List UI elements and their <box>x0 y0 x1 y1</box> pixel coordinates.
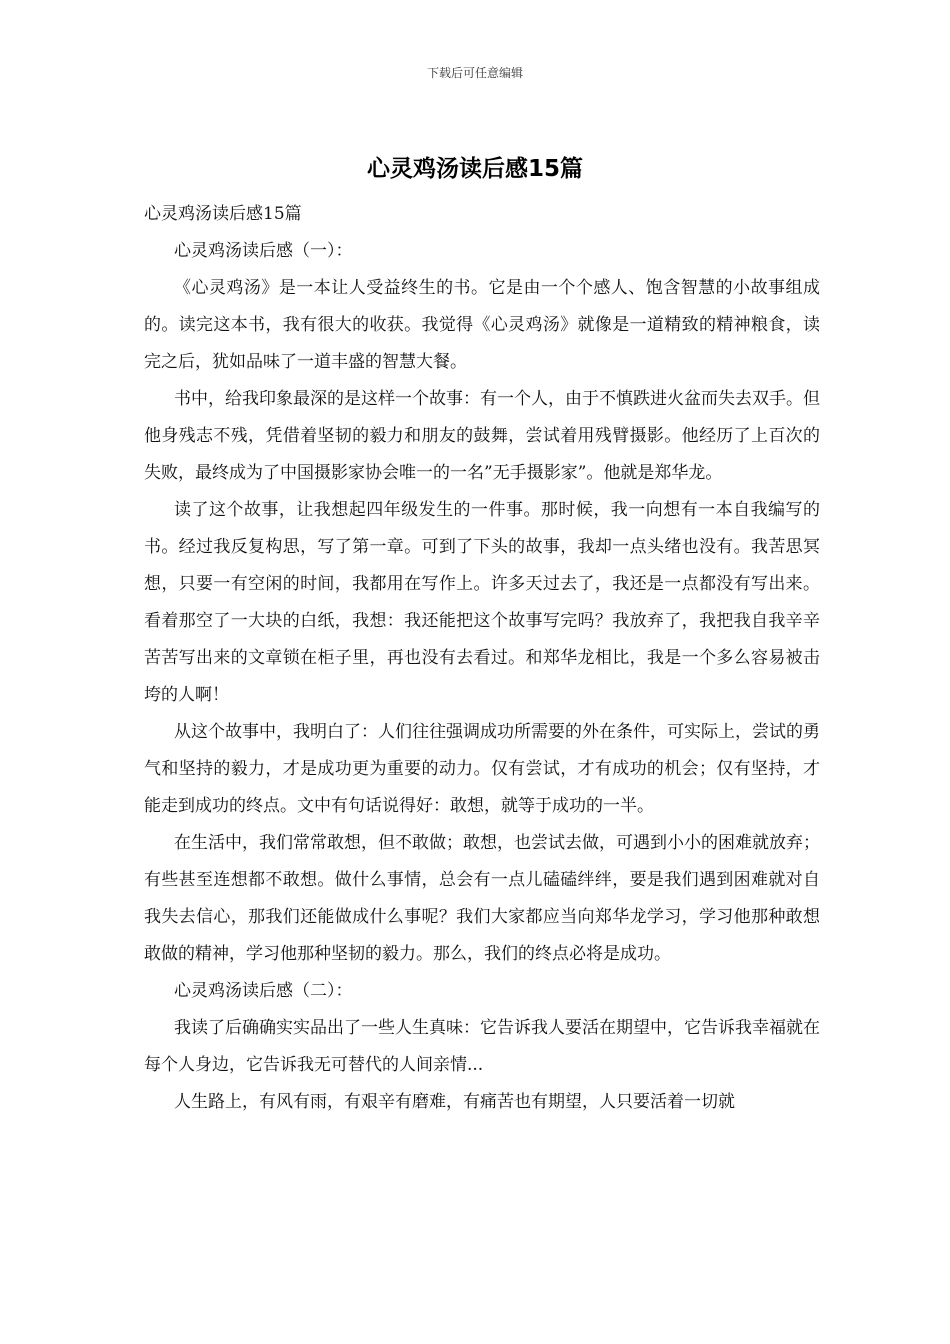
paragraph: 读了这个故事，让我想起四年级发生的一件事。那时候，我一向想有一本自我编写的书。经过我反复构思，写了第一章。可到了下头的故事，我却一点头绪也没有。我苦思冥想，只要一有空闲的时间，我都用在写作上。许多天过去了，我还是一点都没有写出来。看着那空了一大块的白纸，我想：我还能把这个故事写完吗？我放弃了，我把我自我辛辛苦苦写出来的文章锁在柜子里，再也没有去看过。和郑华龙相比，我是一个多么容易被击垮的人啊！ <box>144 500 820 705</box>
paragraph: 心灵鸡汤读后感（一）： <box>174 241 353 261</box>
document-title: 心灵鸡汤读后感15篇 <box>366 156 583 182</box>
paragraph: 在生活中，我们常常敢想，但不敢做；敢想，也尝试去做，可遇到小小的困难就放弃；有些甚至连想都不敢想。做什么事情，总会有一点儿磕磕绊绊，要是我们遇到困难就对自我失去信心，那我们还能做成什么事呢？我们大家都应当向郑华龙学习，学习他那种敢想敢做的精神，学习他那种坚韧的毅力。那么，我们的终点必将是成功。 <box>144 833 820 964</box>
header-note: 下载后可任意编辑 <box>426 66 523 80</box>
paragraph: 从这个故事中，我明白了：人们往往强调成功所需要的外在条件，可实际上，尝试的勇气和坚持的毅力，才是成功更为重要的动力。仅有尝试，才有成功的机会；仅有坚持，才能走到成功的终点。文中有句话说得好：敢想，就等于成功的一半。 <box>144 722 820 816</box>
paragraph: 我读了后确确实实品出了一些人生真味：它告诉我人要活在期望中，它告诉我幸福就在每个人身边，它告诉我无可替代的人间亲情... <box>144 1018 820 1075</box>
paragraph: 心灵鸡汤读后感15篇 <box>144 204 302 224</box>
paragraph: 书中，给我印象最深的是这样一个故事：有一个人，由于不慎跌进火盆而失去双手。但他身残志不残，凭借着坚韧的毅力和朋友的鼓舞，尝试着用残臂摄影。他经历了上百次的失败，最终成为了中国摄影家协会唯一的一名”无手摄影家”。他就是郑华龙。 <box>144 389 820 483</box>
paragraph: 心灵鸡汤读后感（二）： <box>174 981 353 1001</box>
document-body <box>144 196 820 1121</box>
paragraph: 人生路上，有风有雨，有艰辛有磨难，有痛苦也有期望，人只要活着一切就 <box>174 1092 735 1112</box>
paragraph: 《心灵鸡汤》是一本让人受益终生的书。它是由一个个感人、饱含智慧的小故事组成的。读完这本书，我有很大的收获。我觉得《心灵鸡汤》就像是一道精致的精神粮食，读完之后，犹如品味了一道丰盛的智慧大餐。 <box>144 278 820 372</box>
